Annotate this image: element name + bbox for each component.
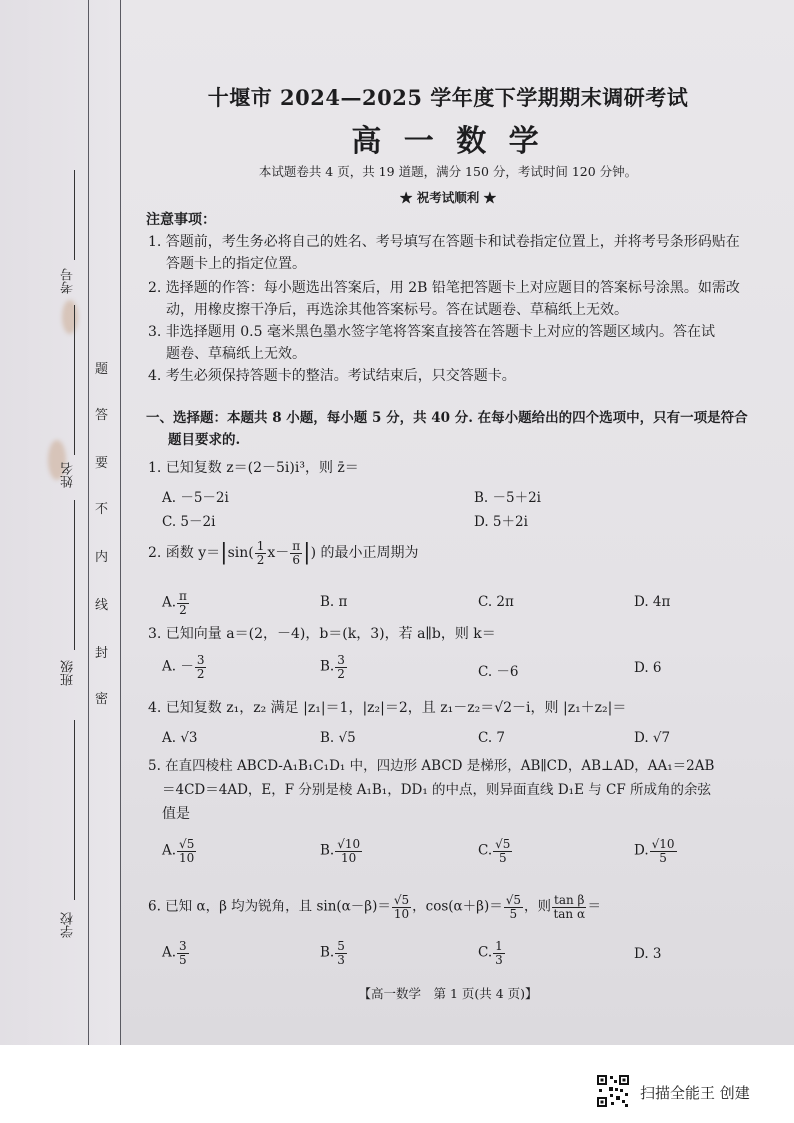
q5-option-a: A. $\frac{√5}{10}$ bbox=[162, 837, 195, 865]
q1-option-b: B. －5＋2i bbox=[474, 490, 541, 506]
q5-option-b: B. $\frac{√10}{10}$ bbox=[320, 837, 361, 865]
q2-option-a: A. $\frac{\pi}{2}$ bbox=[162, 589, 187, 617]
q2-frac-half: $\frac{1}{2}$ bbox=[256, 539, 265, 567]
binding-line-outer bbox=[88, 0, 89, 1045]
q2-text: x－ bbox=[267, 545, 290, 562]
question-5-line-3: 值是 bbox=[162, 806, 190, 822]
q1-option-a: A. －5－2i bbox=[162, 490, 229, 506]
page-footer: 【高一数学 第 1 页(共 4 页)】 bbox=[358, 986, 538, 1001]
question-5-line-2: ＝4CD＝4AD，E，F 分别是棱 A₁B₁，DD₁ 的中点，则异面直线 D₁E 与 CF 所成角的余弦 bbox=[162, 782, 712, 798]
subject-title: 高 一 数 学 bbox=[351, 124, 545, 159]
q6-option-d: D. 3 bbox=[634, 946, 662, 962]
seal-char: 封 bbox=[95, 646, 109, 661]
note-line: 2. 选择题的作答：每小题选出答案后，用 2B 铅笔把答题卡上对应题目的答案标号涂黑。如需改 bbox=[148, 280, 740, 296]
q6-frac-cos: $\frac{√5}{5}$ bbox=[505, 893, 522, 921]
exam-title: 十堰市 2024—2025 学年度下学期期末调研考试 bbox=[207, 85, 689, 110]
section-heading-2: 题目要求的. bbox=[168, 432, 241, 448]
section-heading: 一、选择题：本题共 8 小题，每小题 5 分，共 40 分. 在每小题给出的四个选项中，只有一项是符合 bbox=[146, 410, 748, 426]
question-4-stem: 4. 已知复数 z₁，z₂ 满足 |z₁|＝1，|z₂|＝2，且 z₁－z₂＝√2－i，则 |z₁＋z₂|＝ bbox=[148, 700, 627, 716]
q6-frac-tan: $\frac{\text{tan β}}{\text{tan α}}$ bbox=[553, 893, 586, 921]
note-line: 4. 考生必须保持答题卡的整洁。考试结束后，只交答题卡。 bbox=[148, 368, 516, 384]
note-line: 1. 答题前，考生务必将自己的姓名、考号填写在答题卡和试卷指定位置上，并将考号条形码贴在 bbox=[148, 234, 740, 250]
question-1-stem: 1. 已知复数 z＝(2－5i)i³，则 z̄＝ bbox=[148, 460, 359, 476]
q6-option-b: B. $\frac{5}{3}$ bbox=[320, 939, 345, 967]
q3-option-a: A. － $\frac{3}{2}$ bbox=[162, 653, 205, 681]
seal-char: 题 bbox=[95, 362, 109, 377]
q2-text: ) 的最小正周期为 bbox=[310, 545, 419, 562]
qr-code-icon bbox=[596, 1074, 630, 1108]
q2-option-d: D. 4π bbox=[634, 594, 671, 610]
q6-option-c: C. $\frac{1}{3}$ bbox=[478, 939, 503, 967]
q4-option-b: B. √5 bbox=[320, 730, 356, 746]
question-5-line-1: 5. 在直四棱柱 ABCD-A₁B₁C₁D₁ 中，四边形 ABCD 是梯形，AB∥CD，AB⊥AD，AA₁＝2AB bbox=[148, 758, 715, 774]
kaohao-blank bbox=[74, 170, 75, 260]
scanner-credit: 扫描全能王 创建 bbox=[640, 1084, 750, 1102]
note-line: 答题卡上的指定位置。 bbox=[166, 256, 306, 272]
seal-char: 线 bbox=[95, 598, 109, 613]
q2-option-b: B. π bbox=[320, 594, 348, 610]
q6-option-a: A. $\frac{3}{5}$ bbox=[162, 939, 187, 967]
notes-heading: 注意事项： bbox=[146, 212, 216, 228]
abs-bar: | bbox=[303, 540, 311, 565]
q2-option-c: C. 2π bbox=[478, 594, 514, 610]
binding-margin bbox=[0, 0, 120, 1045]
q1-option-c: C. 5－2i bbox=[162, 514, 216, 530]
q5-option-d: D. $\frac{√10}{5}$ bbox=[634, 837, 675, 865]
xingming-label: 姓名 bbox=[61, 462, 76, 488]
note-line: 3. 非选择题用 0.5 毫米黑色墨水签字笔将答案直接答在答题卡上对应的答题区域内。答在试 bbox=[148, 324, 715, 340]
seal-char: 不 bbox=[95, 502, 109, 517]
question-3-stem: 3. 已知向量 a＝(2，－4)，b＝(k，3)，若 a∥b，则 k＝ bbox=[148, 626, 496, 642]
q4-option-c: C. 7 bbox=[478, 730, 506, 746]
seal-char: 内 bbox=[95, 550, 109, 565]
xingming-blank bbox=[74, 305, 75, 455]
q1-option-d: D. 5＋2i bbox=[474, 514, 528, 530]
stain-mark bbox=[62, 300, 78, 334]
seal-char: 密 bbox=[95, 692, 109, 707]
banji-blank bbox=[74, 500, 75, 650]
xuexiao-blank bbox=[74, 720, 75, 900]
q2-text: sin( bbox=[227, 545, 254, 562]
q3-option-d: D. 6 bbox=[634, 660, 662, 676]
good-luck-line: ★ 祝考试顺利 ★ bbox=[399, 190, 497, 205]
q2-text: 2. 函数 y＝ bbox=[148, 545, 221, 562]
exam-info: 本试题卷共 4 页，共 19 道题，满分 150 分，考试时间 120 分钟。 bbox=[258, 164, 638, 179]
q4-option-d: D. √7 bbox=[634, 730, 671, 746]
q5-option-c: C. $\frac{√5}{5}$ bbox=[478, 837, 511, 865]
q3-option-b: B. $\frac{3}{2}$ bbox=[320, 653, 345, 681]
q6-frac-sin: $\frac{√5}{10}$ bbox=[393, 893, 410, 921]
q4-option-a: A. √3 bbox=[162, 730, 198, 746]
kaohao-label: 考号 bbox=[61, 268, 76, 294]
note-line: 动，用橡皮擦干净后，再选涂其他答案标号。答在试题卷、草稿纸上无效。 bbox=[166, 302, 628, 318]
seal-char: 答 bbox=[95, 408, 109, 423]
q2-frac-pi-six: $\frac{\pi}{6}$ bbox=[292, 539, 301, 567]
question-2-stem bbox=[148, 540, 419, 566]
question-6-stem: 6. 已知 α，β 均为锐角，且 sin(α－β)＝ $\frac{√5}{10}$ ，cos(α＋β)＝ $\frac{√5}{5}$ ，则 $\frac{\text{tan β}}{\text{tan α}}$ ＝ bbox=[148, 893, 601, 921]
binding-line-inner bbox=[120, 0, 121, 1045]
seal-char: 要 bbox=[95, 456, 109, 471]
xuexiao-label: 学校 bbox=[61, 912, 76, 938]
abs-bar: | bbox=[220, 540, 228, 565]
q3-option-c: C. －6 bbox=[478, 664, 519, 680]
note-line: 题卷、草稿纸上无效。 bbox=[166, 346, 306, 362]
banji-label: 班级 bbox=[61, 660, 76, 686]
